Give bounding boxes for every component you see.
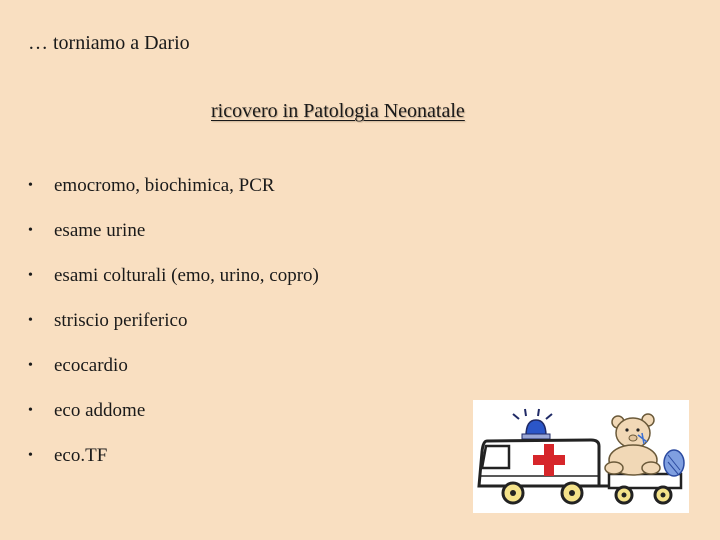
bullet-icon: • — [28, 403, 33, 418]
bullet-item — [28, 307, 319, 352]
bullet-text: striscio periferico — [54, 310, 188, 331]
slide-heading: … torniamo a Dario — [28, 32, 190, 54]
wheel-icon — [503, 483, 523, 503]
siren-icon — [513, 409, 552, 439]
bullet-text: emocromo, biochimica, PCR — [54, 175, 275, 196]
bullet-item — [28, 217, 319, 262]
bullet-item — [28, 172, 319, 217]
bullet-text: esami colturali (emo, urino, copro) — [54, 265, 319, 286]
bullet-text: esame urine — [54, 220, 146, 241]
bullet-icon: • — [28, 178, 33, 193]
wheel-icon — [616, 487, 632, 503]
bullet-icon: • — [28, 223, 33, 238]
bullet-text: ecocardio — [54, 355, 128, 376]
trailer — [609, 474, 681, 488]
bullet-icon: • — [28, 358, 33, 373]
bullet-icon: • — [28, 268, 33, 283]
bullet-text: eco addome — [54, 400, 146, 421]
bullet-list — [28, 172, 319, 487]
wheel-icon — [562, 483, 582, 503]
bullet-icon: • — [28, 448, 33, 463]
bullet-icon: • — [28, 313, 33, 328]
ambulance-teddy-bear-icon — [473, 400, 689, 513]
bullet-item — [28, 397, 319, 442]
wheel-icon — [655, 487, 671, 503]
slide-subtitle: ricovero in Patologia Neonatale — [211, 100, 465, 122]
ambulance-illustration — [473, 400, 689, 513]
bullet-item — [28, 442, 319, 487]
bullet-item — [28, 352, 319, 397]
teddy-bear-icon — [605, 414, 684, 476]
bullet-item — [28, 262, 319, 307]
bullet-text: eco.TF — [54, 445, 108, 466]
